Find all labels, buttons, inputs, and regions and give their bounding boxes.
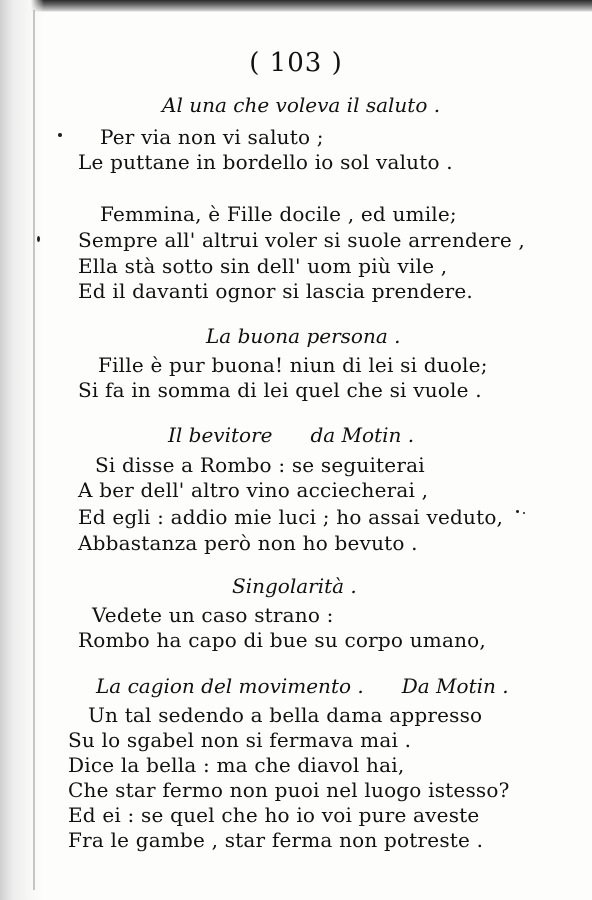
poem-line: Sempre all' altrui voler si suole arrendere , bbox=[78, 228, 525, 252]
poem-line: Ed ei : se quel che ho io voi pure aveste bbox=[68, 803, 480, 827]
poem-author: Da Motin . bbox=[401, 674, 509, 698]
poem-author: da Motin . bbox=[310, 423, 415, 447]
page-spine-shadow bbox=[0, 0, 44, 900]
poem-title bbox=[168, 423, 414, 447]
poem-line: Ed egli : addio mie luci ; ho assai veduto, bbox=[78, 505, 504, 529]
poem-title: Singolarità . bbox=[232, 574, 357, 598]
poem-line: Ed il davanti ognor si lascia prendere. bbox=[78, 279, 473, 303]
poem-line: Per via non vi saluto ; bbox=[100, 125, 324, 149]
poem-line: Un tal sedendo a bella dama appresso bbox=[88, 703, 483, 727]
page-top-edge bbox=[0, 0, 592, 12]
poem-line: Ella stà sotto sin dell' uom più vile , bbox=[78, 254, 448, 278]
poem-line: Femmina, è Fille docile , ed umile; bbox=[100, 202, 457, 226]
ink-speck bbox=[58, 133, 62, 137]
poem-line: Rombo ha capo di bue su corpo umano, bbox=[78, 628, 486, 652]
ink-speck bbox=[516, 510, 519, 513]
poem-line: Le puttane in bordello io sol valuto . bbox=[78, 150, 453, 174]
poem-title: Al una che voleva il saluto . bbox=[162, 93, 441, 117]
spine-crease bbox=[33, 10, 35, 890]
poem-title: La buona persona . bbox=[206, 324, 401, 348]
ink-speck bbox=[523, 512, 525, 514]
poem-line: A ber dell' altro vino acciecherai , bbox=[78, 478, 429, 502]
poem-title-text: La cagion del movimento . bbox=[96, 674, 364, 698]
poem-title-text: Il bevitore bbox=[168, 423, 273, 447]
poem-line: Si disse a Rombo : se seguiterai bbox=[95, 453, 425, 477]
poem-line: Fille è pur buona! niun di lei si duole; bbox=[98, 353, 488, 377]
poem-line: Che star fermo non puoi nel luogo istesso? bbox=[68, 778, 510, 802]
poem-line: Vedete un caso strano : bbox=[92, 603, 334, 627]
poem-title bbox=[96, 674, 509, 698]
page-number: ( 103 ) bbox=[249, 48, 343, 78]
poem-line: Fra le gambe , star ferma non potreste . bbox=[68, 828, 484, 852]
ink-speck bbox=[37, 236, 40, 242]
poem-line: Su lo sgabel non si fermava mai . bbox=[68, 728, 412, 752]
poem-line: Dice la bella : ma che diavol hai, bbox=[68, 753, 405, 777]
poem-line: Abbastanza però non ho bevuto . bbox=[78, 531, 418, 555]
poem-line: Si fa in somma di lei quel che si vuole . bbox=[78, 378, 482, 402]
